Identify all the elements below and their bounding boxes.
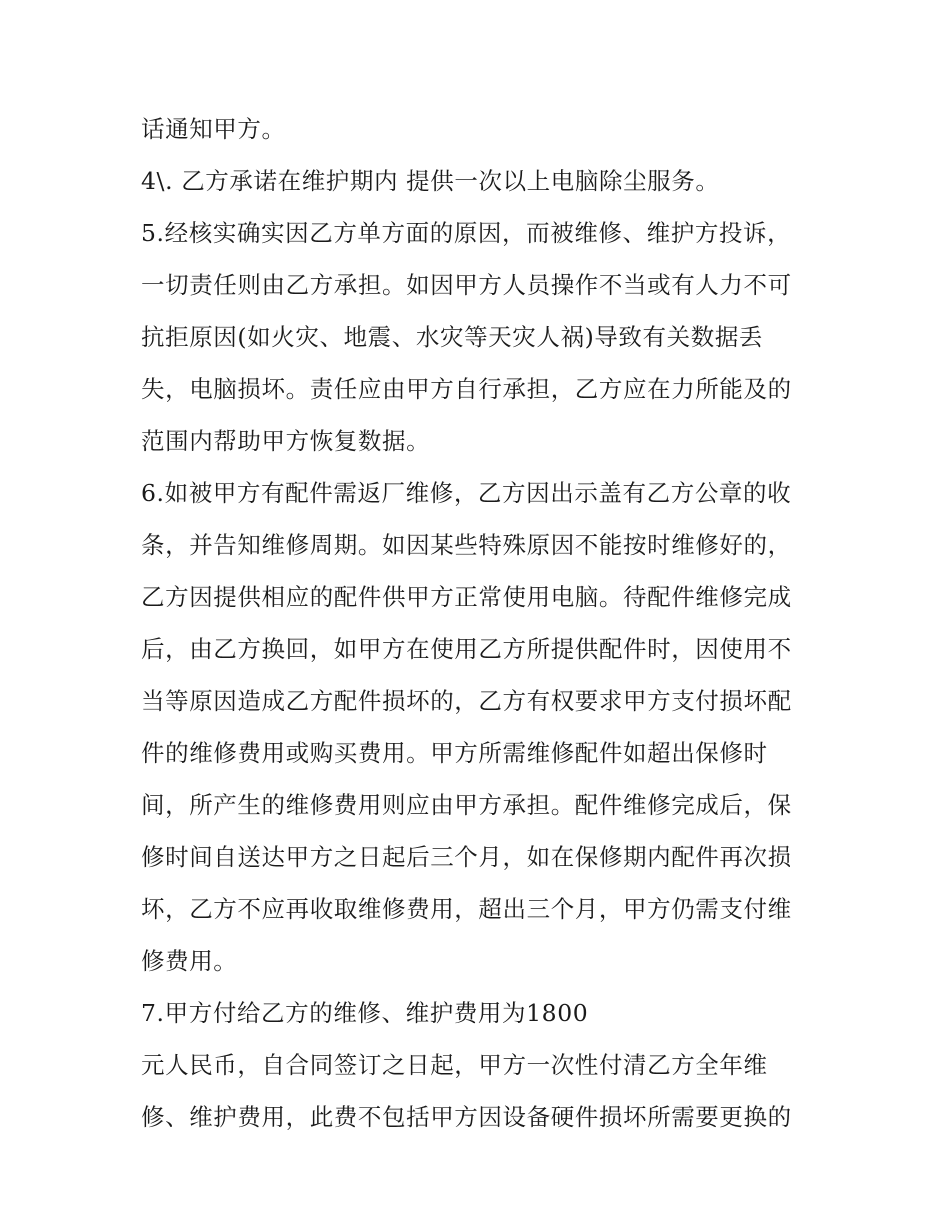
text-line: 当等原因造成乙方配件损坏的，乙方有权要求甲方支付损坏配: [141, 687, 792, 715]
contract-text: [141, 107, 821, 1147]
text-line: 后，由乙方换回，如甲方在使用乙方所提供配件时，因使用不: [141, 635, 792, 663]
text-line: 失，电脑损坏。责任应由甲方自行承担，乙方应在力所能及的: [141, 375, 792, 403]
text-line: 元人民币，自合同签订之日起，甲方一次性付清乙方全年维: [141, 1051, 768, 1079]
text-line: 件的维修费用或购买费用。甲方所需维修配件如超出保修时: [141, 739, 768, 767]
text-line: 乙方因提供相应的配件供甲方正常使用电脑。待配件维修完成: [141, 583, 792, 611]
text-line: 修费用。: [141, 947, 238, 975]
text-line: 修时间自送达甲方之日起后三个月，如在保修期内配件再次损: [141, 843, 792, 871]
text-line: 条，并告知维修周期。如因某些特殊原因不能按时维修好的，: [141, 531, 792, 559]
text-line: 5.经核实确实因乙方单方面的原因，而被维修、维护方投诉，: [141, 219, 792, 247]
text-line: 一切责任则由乙方承担。如因甲方人员操作不当或有人力不可: [141, 271, 792, 299]
text-line: 4\. 乙方承诺在维护期内 提供一次以上电脑除尘服务。: [141, 167, 720, 195]
text-line: 范围内帮助甲方恢复数据。: [141, 427, 431, 455]
text-line: 话通知甲方。: [141, 115, 286, 143]
text-line: 坏，乙方不应再收取维修费用，超出三个月，甲方仍需支付维: [141, 895, 792, 923]
text-line: 7.甲方付给乙方的维修、维护费用为1800: [141, 999, 589, 1027]
text-line: 修、维护费用，此费不包括甲方因设备硬件损坏所需要更换的: [141, 1103, 792, 1131]
text-line: 间，所产生的维修费用则应由甲方承担。配件维修完成后，保: [141, 791, 792, 819]
text-line: 6.如被甲方有配件需返厂维修，乙方因出示盖有乙方公章的收: [141, 479, 792, 507]
text-line: 抗拒原因(如火灾、地震、水灾等天灾人祸)导致有关数据丢: [141, 323, 764, 351]
